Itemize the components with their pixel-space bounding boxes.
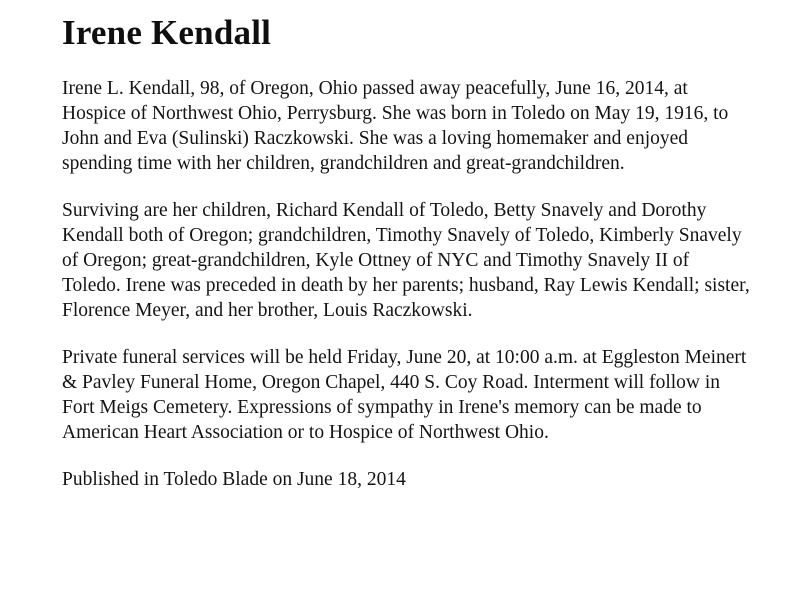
paragraph-services: Private funeral services will be held Friday, June 20, at 10:00 a.m. at Eggleston Meinert & Pavley Funeral Home, Oregon Chapel, 440 S. Coy Road. Interment will follow in Fort Meigs Cemetery. Expressions of sympathy in Irene's memory can be made to American Heart Association or to Hospice of Northwest Ohio. — [62, 347, 747, 443]
paragraph-survivors: Surviving are her children, Richard Kendall of Toledo, Betty Snavely and Dorothy Kendall both of Oregon; grandchildren, Timothy Snavely of Toledo, Kimberly Snavely of Oregon; great-grandchildren, Kyle Ottney of NYC and Timothy Snavely II of Toledo. Irene was preceded in death by her parents; husband, Ray Lewis Kendall; sister, Florence Meyer, and her brother, Louis Raczkowski. — [62, 200, 750, 321]
obituary-title: Irene Kendall — [62, 13, 272, 52]
paragraph-publication: Published in Toledo Blade on June 18, 2014 — [62, 469, 406, 490]
obituary-body — [62, 76, 752, 492]
paragraph-biography: Irene L. Kendall, 98, of Oregon, Ohio passed away peacefully, June 16, 2014, at Hospice of Northwest Ohio, Perrysburg. She was born in Toledo on May 19, 1916, to John and Eva (Sulinski) Raczkowski. She was a loving homemaker and enjoyed spending time with her children, grandchildren and great-grandchildren. — [62, 78, 729, 174]
